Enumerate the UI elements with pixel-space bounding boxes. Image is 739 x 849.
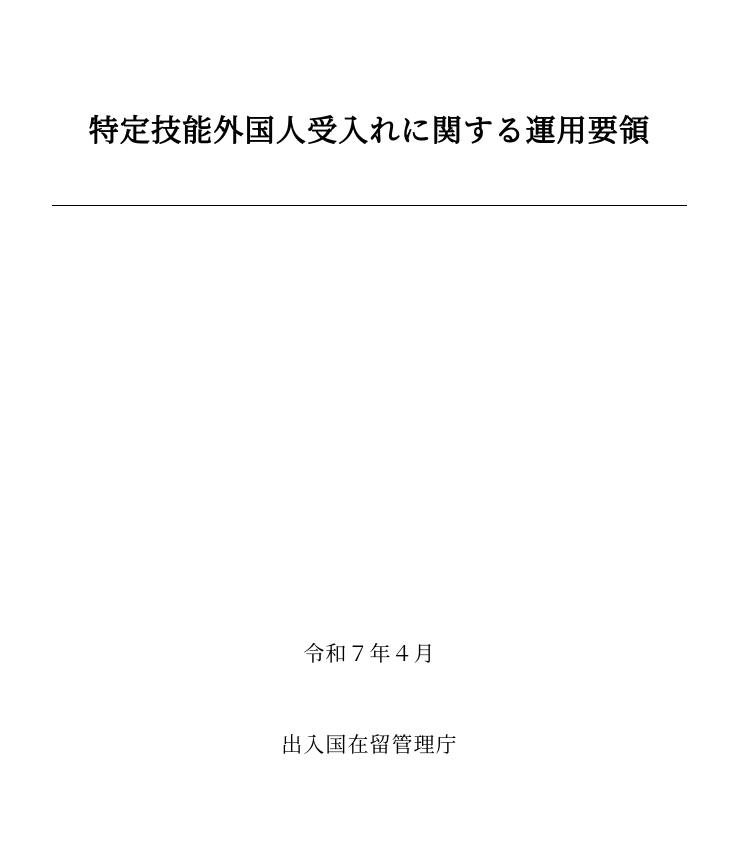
title-divider (52, 205, 687, 206)
cover-footer-block (0, 640, 739, 761)
page-title: 特定技能外国人受入れに関する運用要領 (88, 115, 651, 148)
title-block (0, 113, 739, 151)
issuing-agency: 出入国在留管理庁 (281, 734, 458, 758)
publication-date: 令和７年４月 (303, 643, 436, 666)
